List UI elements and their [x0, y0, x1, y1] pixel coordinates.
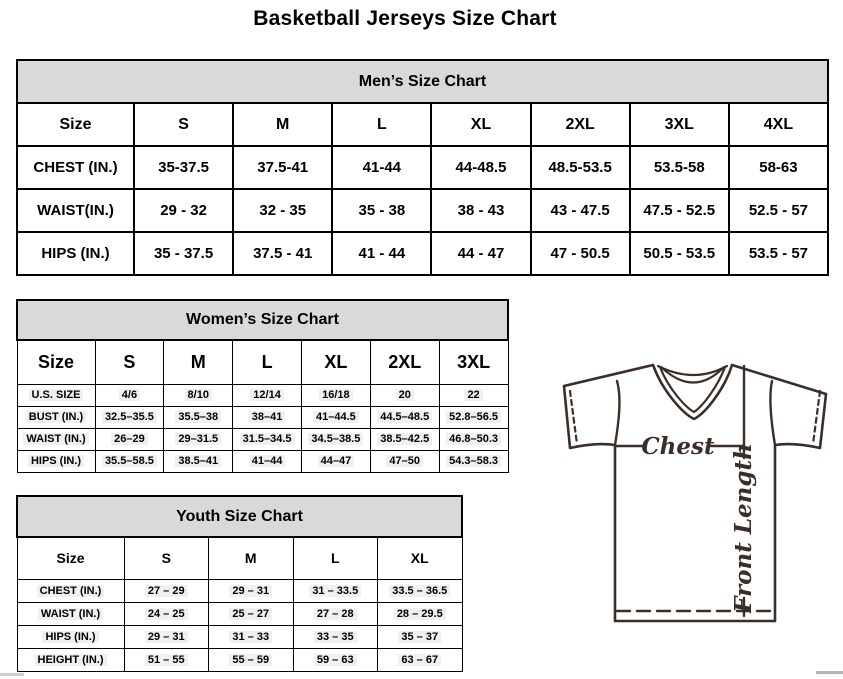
- mens-table: [16, 59, 829, 276]
- mens-size-cell: 50.5 - 53.5: [630, 232, 729, 275]
- youth-column-header: S: [124, 537, 209, 579]
- youth-size-cell: [209, 625, 294, 648]
- youth-size-table: [16, 495, 463, 670]
- womens-column-header: 3XL: [439, 340, 508, 384]
- womens-size-cell-text: 22: [464, 389, 482, 401]
- womens-size-cell: [95, 384, 164, 406]
- womens-size-cell: [439, 450, 508, 472]
- youth-column-header: Size: [17, 537, 124, 579]
- womens-size-cell: [233, 428, 302, 450]
- mens-size-cell: 47.5 - 52.5: [630, 189, 729, 232]
- youth-size-cell-text: 29 – 31: [145, 631, 188, 643]
- womens-size-cell-text: 41–44.5: [313, 411, 359, 423]
- womens-size-cell-text: 32.5–35.5: [102, 411, 157, 423]
- youth-size-cell: [293, 648, 378, 671]
- youth-size-cell-text: 27 – 29: [145, 585, 188, 597]
- womens-size-cell-text: 47–50: [386, 455, 423, 467]
- youth-row-label: [17, 579, 124, 602]
- mens-column-header: S: [134, 103, 233, 146]
- mens-column-header: XL: [431, 103, 530, 146]
- womens-column-header: M: [164, 340, 233, 384]
- youth-size-cell-text: 28 – 29.5: [394, 608, 446, 620]
- womens-size-cell-text: 35.5–58.5: [102, 455, 157, 467]
- womens-size-cell: [164, 406, 233, 428]
- mens-size-cell: 35 - 37.5: [134, 232, 233, 275]
- youth-size-cell-text: 31 – 33: [229, 631, 272, 643]
- youth-size-cell: [378, 579, 463, 602]
- womens-size-cell: [439, 428, 508, 450]
- right-cuff-stitch-line: [813, 391, 820, 444]
- youth-size-cell-text: 29 – 31: [229, 585, 272, 597]
- mens-size-cell: 29 - 32: [134, 189, 233, 232]
- womens-size-cell: [164, 384, 233, 406]
- womens-size-cell-text: 52.8–56.5: [446, 411, 501, 423]
- bottom-right-cutoff-fragment: [816, 671, 843, 674]
- youth-row-label-text: HEIGHT (IN.): [35, 654, 107, 666]
- youth-row-label: [17, 625, 124, 648]
- womens-size-cell: [301, 428, 370, 450]
- mens-size-cell: 32 - 35: [233, 189, 332, 232]
- womens-size-cell: [370, 406, 439, 428]
- mens-size-cell: 53.5 - 57: [729, 232, 828, 275]
- womens-row-label-text: HIPS (IN.): [28, 455, 84, 467]
- mens-column-header: M: [233, 103, 332, 146]
- youth-table-title: Youth Size Chart: [17, 496, 462, 537]
- womens-column-header: XL: [301, 340, 370, 384]
- womens-column-header: L: [233, 340, 302, 384]
- womens-size-cell-text: 54.3–58.3: [446, 455, 501, 467]
- mens-row-label: CHEST (IN.): [17, 146, 134, 189]
- womens-size-cell-text: 8/10: [185, 389, 212, 401]
- youth-size-cell: [293, 602, 378, 625]
- womens-size-cell-text: 4/6: [119, 389, 140, 401]
- mens-size-cell: 41-44: [332, 146, 431, 189]
- youth-size-cell: [378, 648, 463, 671]
- mens-size-cell: 58-63: [729, 146, 828, 189]
- womens-column-header: Size: [17, 340, 95, 384]
- youth-row-label-text: HIPS (IN.): [42, 631, 98, 643]
- womens-size-cell: [233, 450, 302, 472]
- youth-size-cell: [124, 602, 209, 625]
- womens-size-cell: [301, 384, 370, 406]
- mens-size-cell: 47 - 50.5: [531, 232, 630, 275]
- womens-size-cell-text: 38.5–42.5: [377, 433, 432, 445]
- youth-size-cell-text: 59 – 63: [314, 654, 357, 666]
- youth-size-cell-text: 51 – 55: [145, 654, 188, 666]
- jersey-outline: [564, 365, 826, 621]
- youth-size-cell-text: 33 – 35: [314, 631, 357, 643]
- womens-size-cell-text: 38–41: [249, 411, 286, 423]
- mens-size-cell: 43 - 47.5: [531, 189, 630, 232]
- womens-size-cell-text: 20: [396, 389, 414, 401]
- womens-size-cell: [370, 384, 439, 406]
- mens-size-cell: 35-37.5: [134, 146, 233, 189]
- youth-size-cell-text: 33.5 – 36.5: [389, 585, 450, 597]
- mens-size-cell: 35 - 38: [332, 189, 431, 232]
- womens-size-cell-text: 46.8–50.3: [446, 433, 501, 445]
- womens-size-table: [16, 299, 509, 471]
- womens-size-cell-text: 29–31.5: [175, 433, 221, 445]
- youth-size-cell-text: 63 – 67: [398, 654, 441, 666]
- mens-size-cell: 48.5-53.5: [531, 146, 630, 189]
- youth-size-cell: [209, 602, 294, 625]
- youth-column-header: M: [209, 537, 294, 579]
- jersey-measurement-diagram: [556, 358, 840, 626]
- right-sleeve-seam: [770, 381, 775, 445]
- mens-row-label: HIPS (IN.): [17, 232, 134, 275]
- womens-row-label-text: BUST (IN.): [26, 411, 86, 423]
- womens-row-label: [17, 450, 95, 472]
- mens-size-cell: 53.5-58: [630, 146, 729, 189]
- womens-size-cell-text: 16/18: [319, 389, 353, 401]
- youth-row-label-text: WAIST (IN.): [38, 608, 103, 620]
- youth-size-cell: [293, 579, 378, 602]
- womens-size-cell: [439, 384, 508, 406]
- youth-size-cell-text: 25 – 27: [229, 608, 272, 620]
- womens-size-cell: [95, 406, 164, 428]
- youth-size-cell: [124, 625, 209, 648]
- youth-size-cell-text: 24 – 25: [145, 608, 188, 620]
- womens-column-header: 2XL: [370, 340, 439, 384]
- womens-row-label-text: WAIST (IN.): [23, 433, 88, 445]
- womens-row-label: [17, 384, 95, 406]
- youth-size-cell: [378, 602, 463, 625]
- mens-size-cell: 44-48.5: [431, 146, 530, 189]
- front-length-label: Front Length: [730, 443, 757, 613]
- womens-size-cell-text: 44–47: [318, 455, 355, 467]
- mens-row-label: WAIST(IN.): [17, 189, 134, 232]
- mens-column-header: 3XL: [630, 103, 729, 146]
- womens-size-cell: [439, 406, 508, 428]
- mens-size-cell: 44 - 47: [431, 232, 530, 275]
- mens-table-title: Men’s Size Chart: [17, 60, 828, 103]
- youth-size-cell: [378, 625, 463, 648]
- womens-row-label-text: U.S. SIZE: [29, 389, 84, 401]
- womens-size-cell-text: 41–44: [249, 455, 286, 467]
- youth-size-cell-text: 31 – 33.5: [309, 585, 361, 597]
- womens-size-cell-text: 44.5–48.5: [377, 411, 432, 423]
- mens-size-cell: 37.5 - 41: [233, 232, 332, 275]
- mens-column-header: L: [332, 103, 431, 146]
- womens-size-cell: [370, 450, 439, 472]
- youth-size-cell: [124, 648, 209, 671]
- youth-row-label: [17, 602, 124, 625]
- bottom-left-cutoff-fragment: [0, 673, 24, 676]
- page-title: Basketball Jerseys Size Chart: [253, 7, 557, 30]
- youth-size-cell-text: 35 – 37: [398, 631, 441, 643]
- youth-size-cell: [293, 625, 378, 648]
- youth-row-label: [17, 648, 124, 671]
- youth-table: [16, 495, 463, 672]
- youth-column-header: XL: [378, 537, 463, 579]
- mens-size-table: [16, 59, 829, 275]
- womens-size-cell: [95, 428, 164, 450]
- womens-size-cell-text: 26–29: [111, 433, 148, 445]
- mens-column-header: Size: [17, 103, 134, 146]
- mens-column-header: 4XL: [729, 103, 828, 146]
- womens-size-cell: [233, 384, 302, 406]
- mens-size-cell: 38 - 43: [431, 189, 530, 232]
- youth-size-cell-text: 55 – 59: [229, 654, 272, 666]
- mens-size-cell: 52.5 - 57: [729, 189, 828, 232]
- youth-column-header: L: [293, 537, 378, 579]
- youth-size-cell-text: 27 – 28: [314, 608, 357, 620]
- womens-size-cell: [233, 406, 302, 428]
- mens-column-header: 2XL: [531, 103, 630, 146]
- womens-size-cell-text: 35.5–38: [175, 411, 221, 423]
- womens-size-cell: [164, 428, 233, 450]
- womens-row-label: [17, 406, 95, 428]
- womens-size-cell: [301, 450, 370, 472]
- chest-label: Chest: [641, 433, 715, 460]
- youth-size-cell: [209, 648, 294, 671]
- womens-size-cell: [301, 406, 370, 428]
- womens-size-cell-text: 38.5–41: [175, 455, 221, 467]
- womens-table-title: Women’s Size Chart: [17, 300, 508, 340]
- womens-table: [16, 299, 509, 473]
- youth-size-cell: [209, 579, 294, 602]
- left-sleeve-seam: [615, 381, 619, 445]
- womens-size-cell: [95, 450, 164, 472]
- mens-size-cell: 37.5-41: [233, 146, 332, 189]
- womens-row-label: [17, 428, 95, 450]
- youth-size-cell: [124, 579, 209, 602]
- mens-size-cell: 41 - 44: [332, 232, 431, 275]
- youth-row-label-text: CHEST (IN.): [37, 585, 105, 597]
- womens-column-header: S: [95, 340, 164, 384]
- womens-size-cell-text: 31.5–34.5: [240, 433, 295, 445]
- womens-size-cell-text: 34.5–38.5: [308, 433, 363, 445]
- womens-size-cell: [370, 428, 439, 450]
- womens-size-cell: [164, 450, 233, 472]
- left-cuff-stitch-line: [570, 391, 577, 444]
- womens-size-cell-text: 12/14: [250, 389, 284, 401]
